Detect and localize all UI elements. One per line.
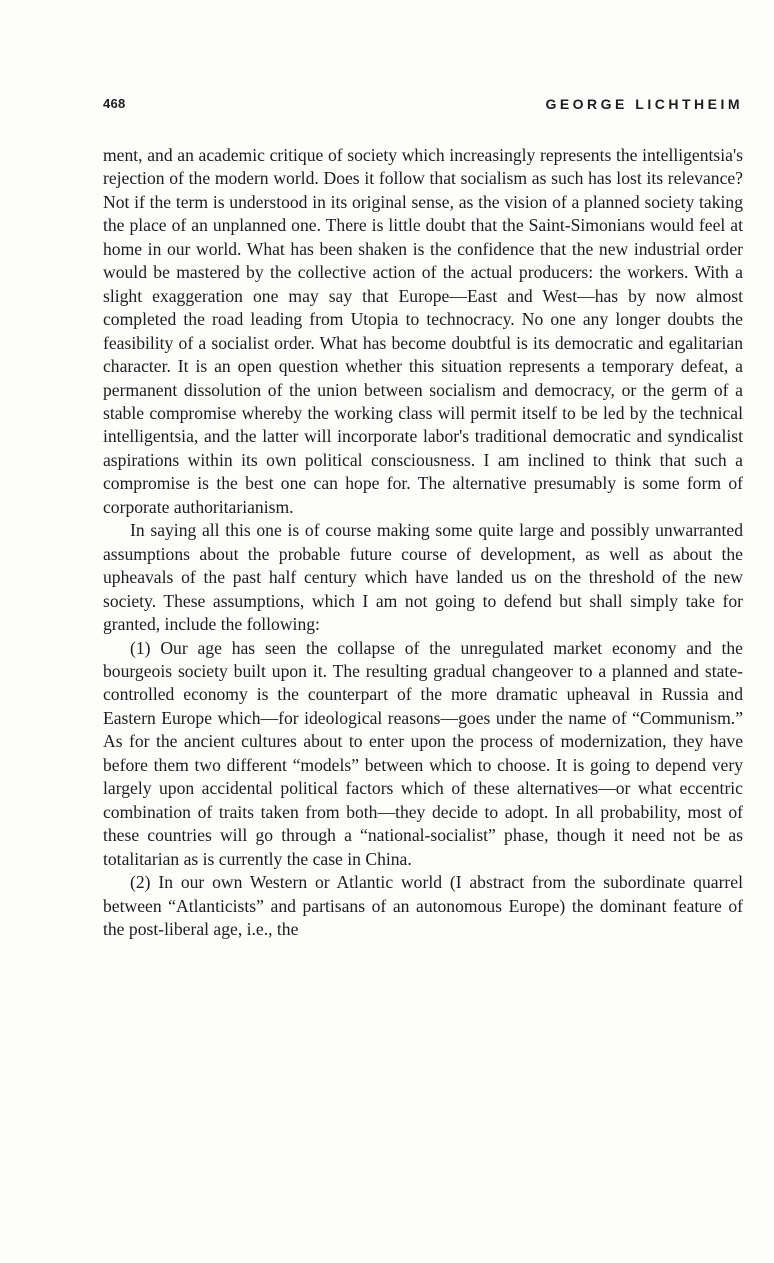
body-text xyxy=(103,144,743,941)
paragraph-continuation: ment, and an academic critique of society which increasingly represents the intelligentsia's rejection of the modern world. Does it follow that socialism as such has lost its relevance? Not if the term is understood in its original sense, as the vision of a planned society taking the place of an unplanned one. There is little doubt that the Saint-Simonians would feel at home in our world. What has been shaken is the confidence that the new industrial order would be mastered by the collective action of the actual producers: the workers. With a slight exaggeration one may say that Europe—East and West—has by now almost completed the road leading from Utopia to technocracy. No one any longer doubts the feasibility of a socialist order. What has become doubtful is its democratic and egalitarian character. It is an open question whether this situation represents a temporary defeat, a permanent dissolution of the union between socialism and democracy, or the germ of a stable compromise whereby the working class will permit itself to be led by the technical intelligentsia, and the latter will incorporate labor's traditional democratic and syndicalist aspirations within its own political consciousness. I am inclined to think that such a compromise is the best one can hope for. The alternative presumably is some form of corporate authoritarianism. xyxy=(103,145,743,517)
running-head: GEORGE LICHTHEIM xyxy=(545,96,743,112)
paragraph-point-2: (2) In our own Western or Atlantic world (I abstract from the subordinate quarrel between “Atlanticists” and partisans of an autonomous Europe) the dominant feature of the post-liberal age, i.e., the xyxy=(103,872,743,939)
paragraph-point-1: (1) Our age has seen the collapse of the unregulated market economy and the bourgeois society built upon it. The resulting gradual changeover to a planned and state-controlled economy is the counterpart of the more dramatic upheaval in Russia and Eastern Europe which—for ideological reasons—goes under the name of “Communism.” As for the ancient cultures about to enter upon the process of modernization, they have before them two different “models” between which to choose. It is going to depend very largely upon accidental political factors which of these alternatives—or what eccentric combination of traits taken from both—they decide to adopt. In all probability, most of these countries will go through a “national-socialist” phase, though it need not be as totalitarian as is currently the case in China. xyxy=(103,637,743,869)
page-header xyxy=(103,96,743,116)
page-number: 468 xyxy=(103,96,126,111)
paragraph-assumptions: In saying all this one is of course making some quite large and possibly unwarranted assumptions about the probable future course of development, as well as about the upheavals of the past half century which have landed us on the threshold of the new society. These assumptions, which I am not going to defend but shall simply take for granted, include the following: xyxy=(103,520,743,635)
